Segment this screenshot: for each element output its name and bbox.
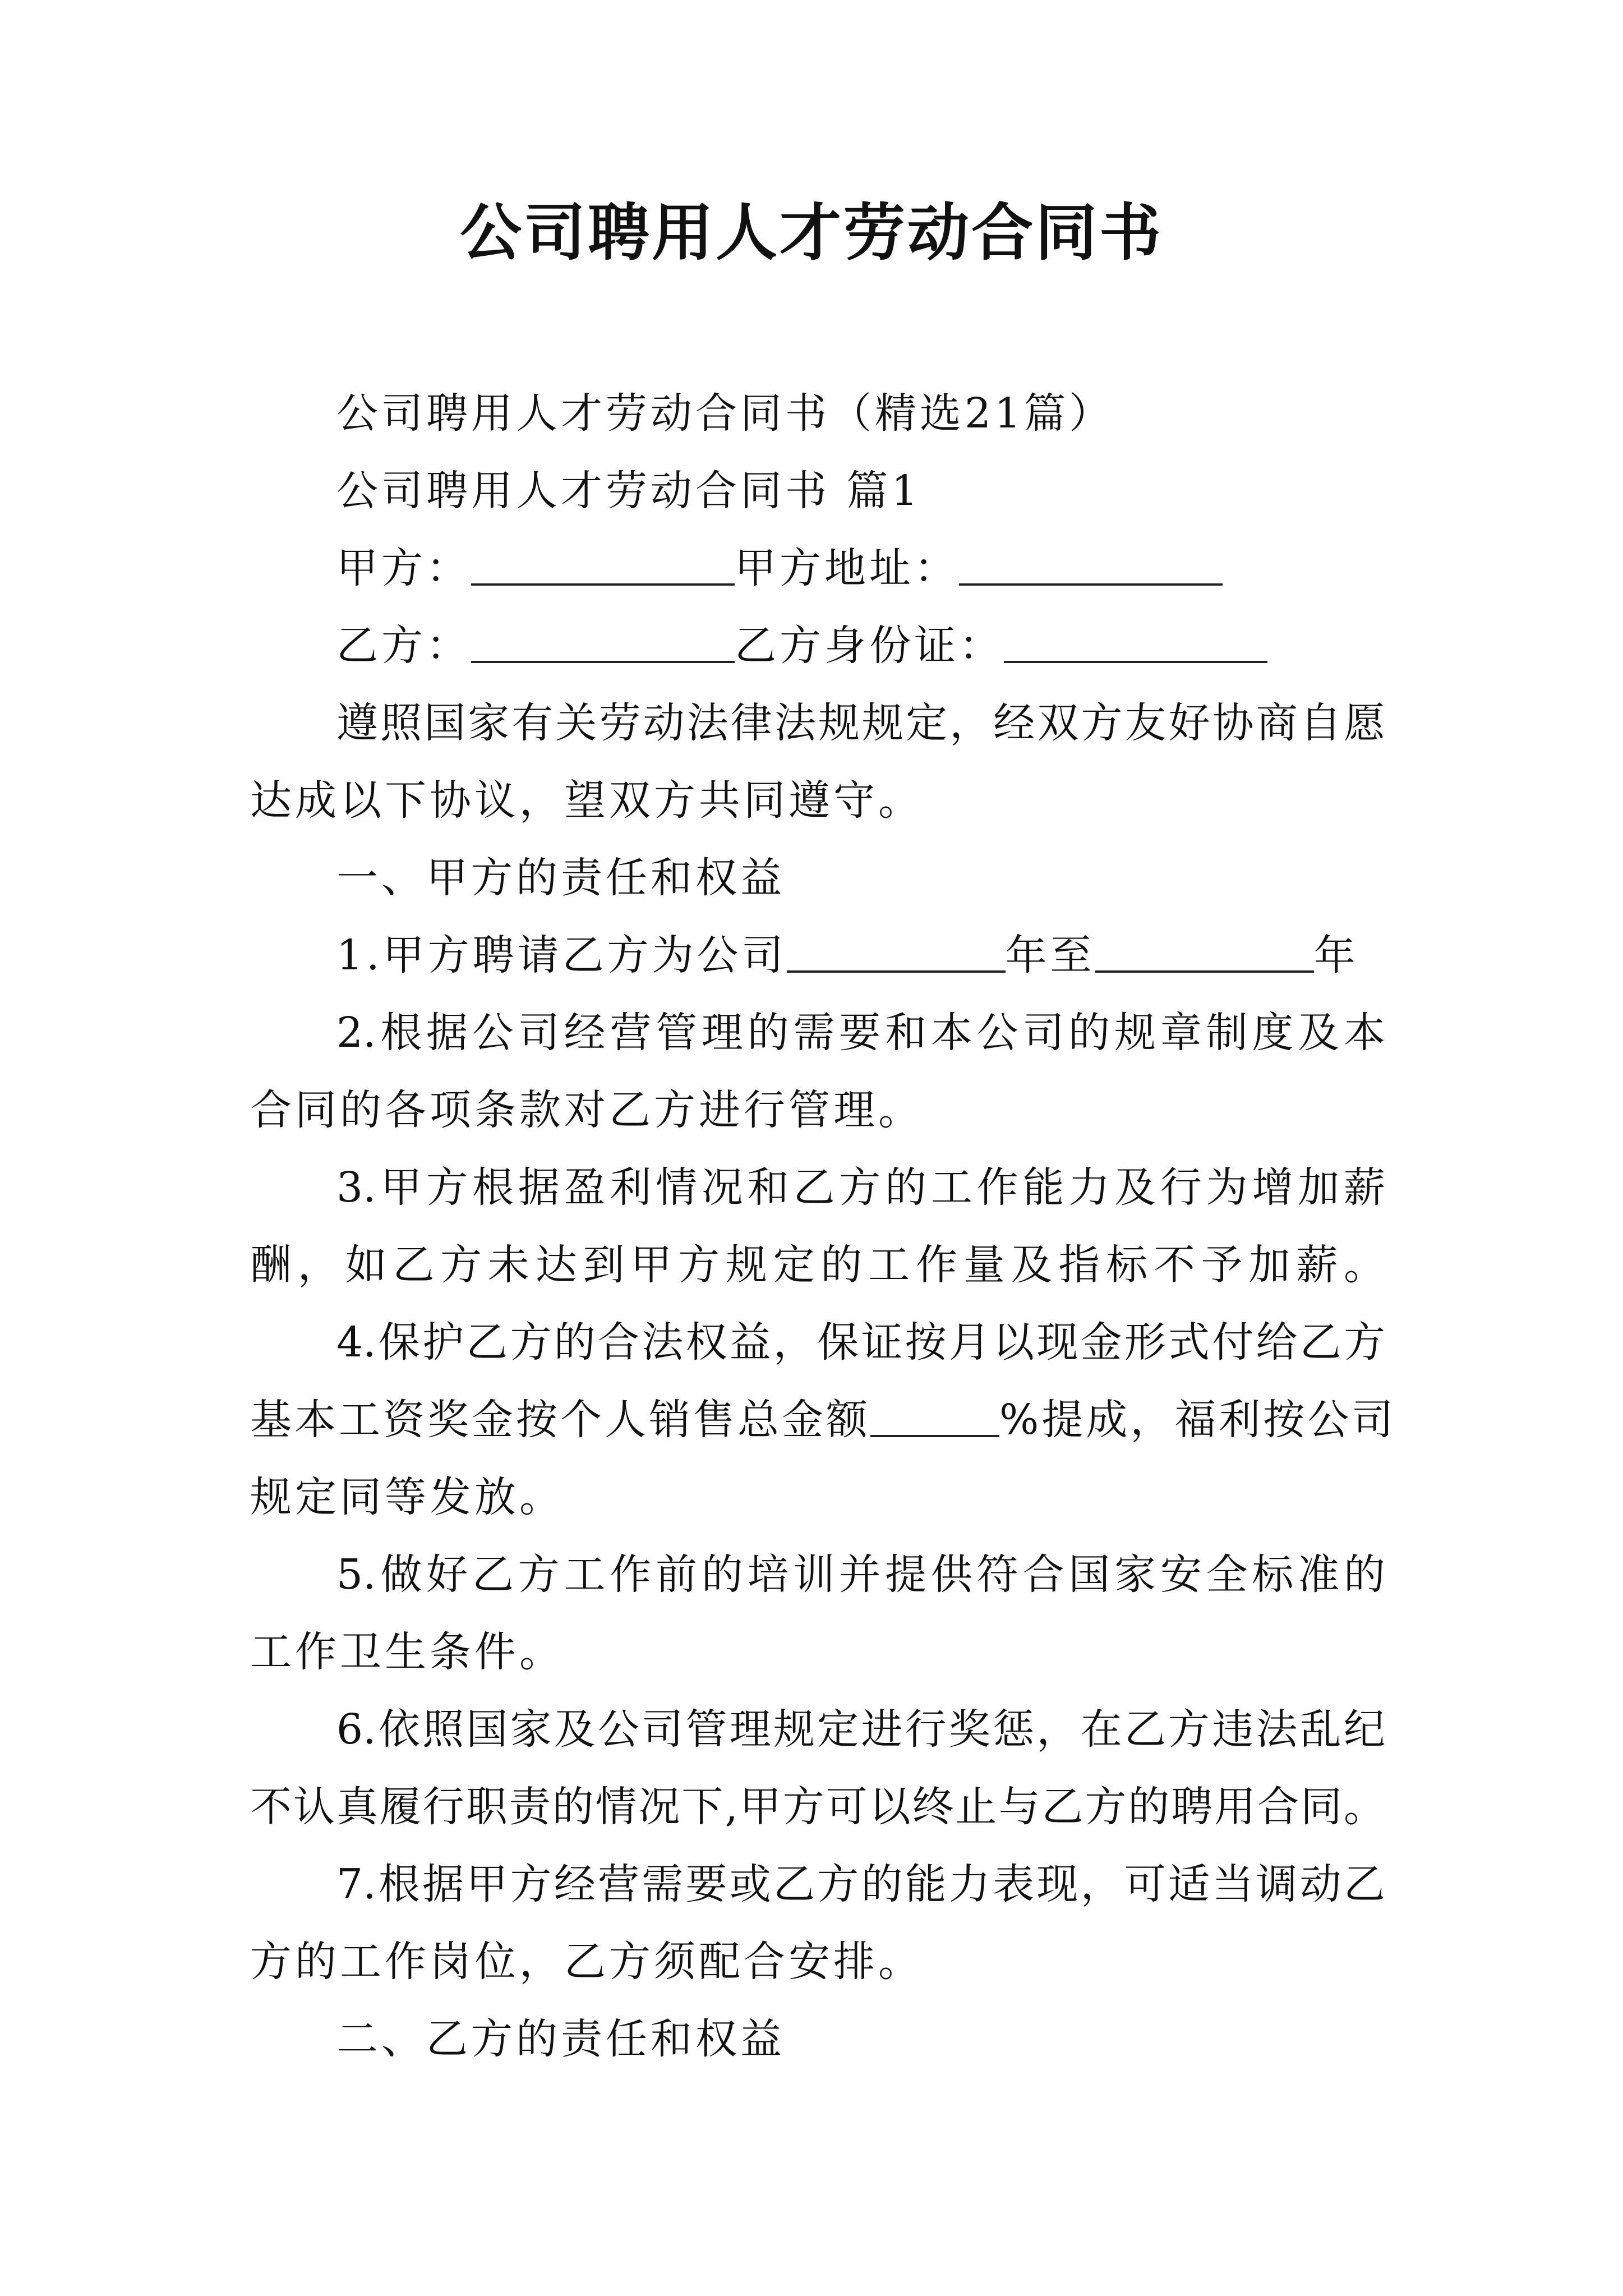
item-3-line-1: 3.甲方根据盈利情况和乙方的工作能力及行为增加薪: [336, 1163, 1385, 1212]
item-4-line-1: 4.保护乙方的合法权益，保证按月以现金形式付给乙方: [336, 1318, 1385, 1366]
item-7-line-2: 方的工作岗位，乙方须配合安排。: [250, 1938, 923, 1986]
item-1-text-a: 1.甲方聘请乙方为公司: [336, 931, 787, 979]
item-6-line-1: 6.依照国家及公司管理规定进行奖惩，在乙方违法乱纪: [336, 1705, 1385, 1754]
item-1-start-year-blank: [787, 937, 1006, 973]
item-1-text-b: 年至: [1005, 931, 1095, 979]
intro-line-1: 遵照国家有关劳动法律法规规定，经双方友好协商自愿: [336, 699, 1385, 747]
item-4-line-2: [250, 1396, 1396, 1444]
item-6-line-2: 不认真履行职责的情况下,甲方可以终止与乙方的聘用合同。: [250, 1783, 1385, 1831]
party-b-id-label: 乙方身份证：: [735, 622, 1004, 670]
intro-line-2: 达成以下协议，望双方共同遵守。: [250, 776, 923, 825]
item-2-line-1: 2.根据公司经营管理的需要和本公司的规章制度及本: [336, 1009, 1385, 1057]
party-b-blank: [471, 627, 735, 663]
heading-party-b-duties: 二、乙方的责任和权益: [336, 2015, 785, 2063]
item-2-line-2: 合同的各项条款对乙方进行管理。: [250, 1086, 923, 1134]
party-a-label: 甲方：: [336, 544, 471, 592]
document-subtitle: 公司聘用人才劳动合同书（精选21篇）: [336, 389, 1114, 438]
item-4-text-b: %提成，福利按公司: [999, 1396, 1396, 1444]
party-b-label: 乙方：: [336, 622, 471, 670]
party-a-address-blank: [959, 550, 1223, 586]
item-1-end-year-blank: [1095, 937, 1314, 973]
item-1-text-c: 年: [1313, 931, 1359, 979]
item-5-line-2: 工作卫生条件。: [250, 1628, 564, 1676]
item-4-text-a: 基本工资奖金按个人销售总金额: [250, 1396, 870, 1444]
item-1-line: [336, 931, 1359, 979]
document-title: 公司聘用人才劳动合同书: [460, 196, 1163, 269]
party-a-line: [336, 544, 1223, 592]
party-b-line: [336, 622, 1267, 670]
section-heading: 公司聘用人才劳动合同书 篇1: [336, 467, 921, 515]
item-4-percent-blank: [870, 1401, 999, 1437]
heading-party-a-duties: 一、甲方的责任和权益: [336, 854, 785, 902]
item-3-line-2: 酬，如乙方未达到甲方规定的工作量及指标不予加薪。: [250, 1241, 1385, 1289]
party-a-blank: [471, 550, 735, 586]
item-5-line-1: 5.做好乙方工作前的培训并提供符合国家安全标准的: [336, 1550, 1385, 1599]
item-4-line-3: 规定同等发放。: [250, 1473, 564, 1521]
item-7-line-1: 7.根据甲方经营需要或乙方的能力表现，可适当调动乙: [336, 1860, 1385, 1908]
party-b-id-blank: [1004, 627, 1267, 663]
party-a-address-label: 甲方地址：: [735, 544, 959, 592]
